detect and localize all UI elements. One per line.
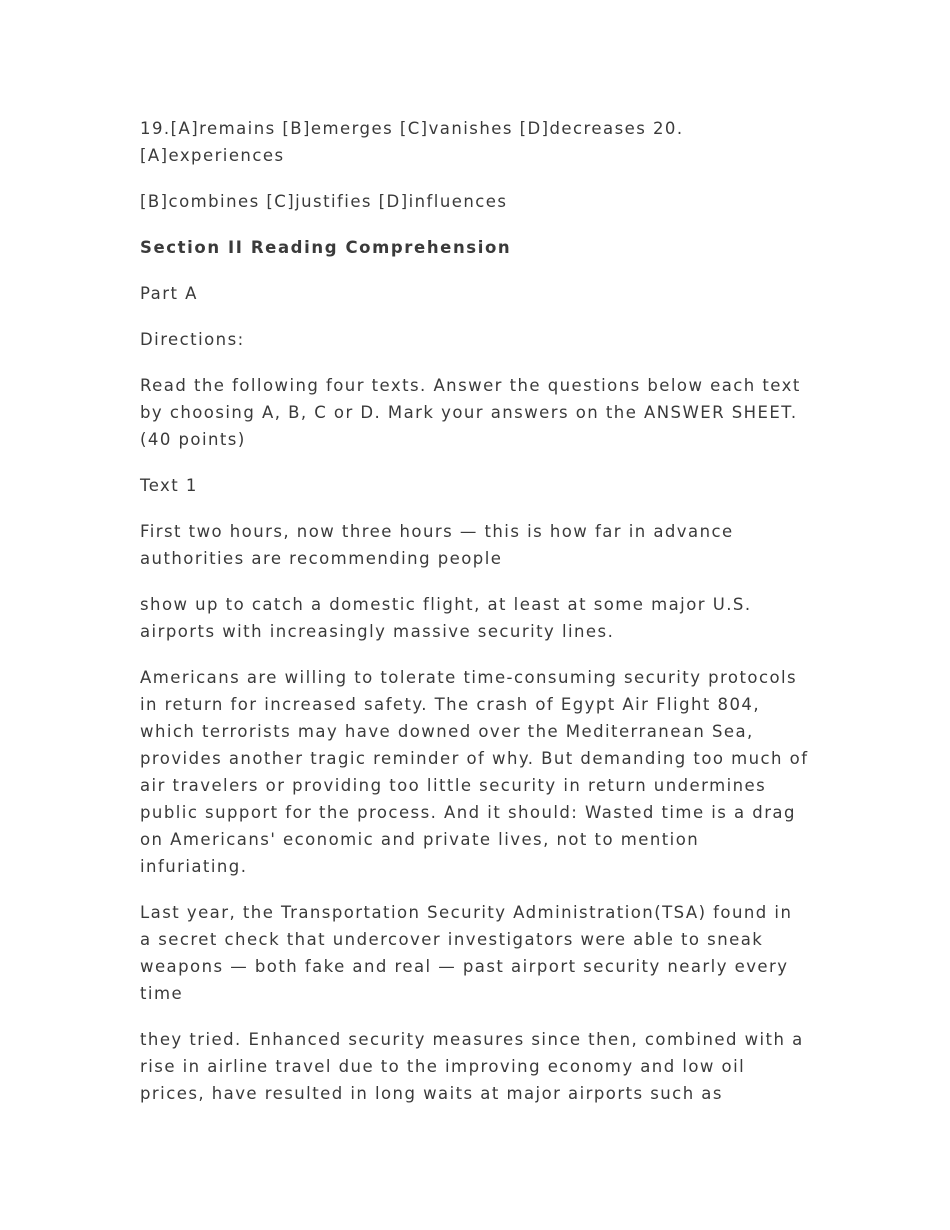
paragraph-answer-options-19-20: 19.[A]remains [B]emerges [C]vanishes [D]decreases 20. [A]experiences bbox=[140, 119, 684, 165]
paragraph-answer-options-20-cont: [B]combines [C]justifies [D]influences bbox=[140, 192, 508, 211]
body-paragraph: Last year, the Transportation Security Administration(TSA) found in a secret check that undercover investigators were able to sneak weapons — both fake and real — past airport security nearly every time bbox=[140, 903, 793, 1003]
section-heading: Section II Reading Comprehension bbox=[140, 238, 512, 257]
body-paragraph: they tried. Enhanced security measures since then, combined with a rise in airline travel due to the improving economy and low oil prices, have resulted in long waits at major airports such as bbox=[140, 1030, 804, 1103]
part-label: Part A bbox=[140, 284, 198, 303]
body-paragraph: First two hours, now three hours — this is how far in advance authorities are recommending people bbox=[140, 522, 734, 568]
body-paragraph: show up to catch a domestic flight, at least at some major U.S. airports with increasingly massive security lines. bbox=[140, 595, 752, 641]
directions-label: Directions: bbox=[140, 330, 245, 349]
directions-text: Read the following four texts. Answer the questions below each text by choosing A, B, C or D. Mark your answers on the ANSWER SHEET. (40 points) bbox=[140, 376, 801, 449]
document-page bbox=[140, 115, 810, 1126]
body-paragraph: Americans are willing to tolerate time-consuming security protocols in return for increased safety. The crash of Egypt Air Flight 804, which terrorists may have downed over the Mediterranean Sea, provides another tragic reminder of why. But demanding too much of air travelers or providing too little security in return undermines public support for the process. And it should: Wasted time is a drag on Americans' economic and private lives, not to mention infuriating. bbox=[140, 668, 809, 876]
text-label: Text 1 bbox=[140, 476, 198, 495]
